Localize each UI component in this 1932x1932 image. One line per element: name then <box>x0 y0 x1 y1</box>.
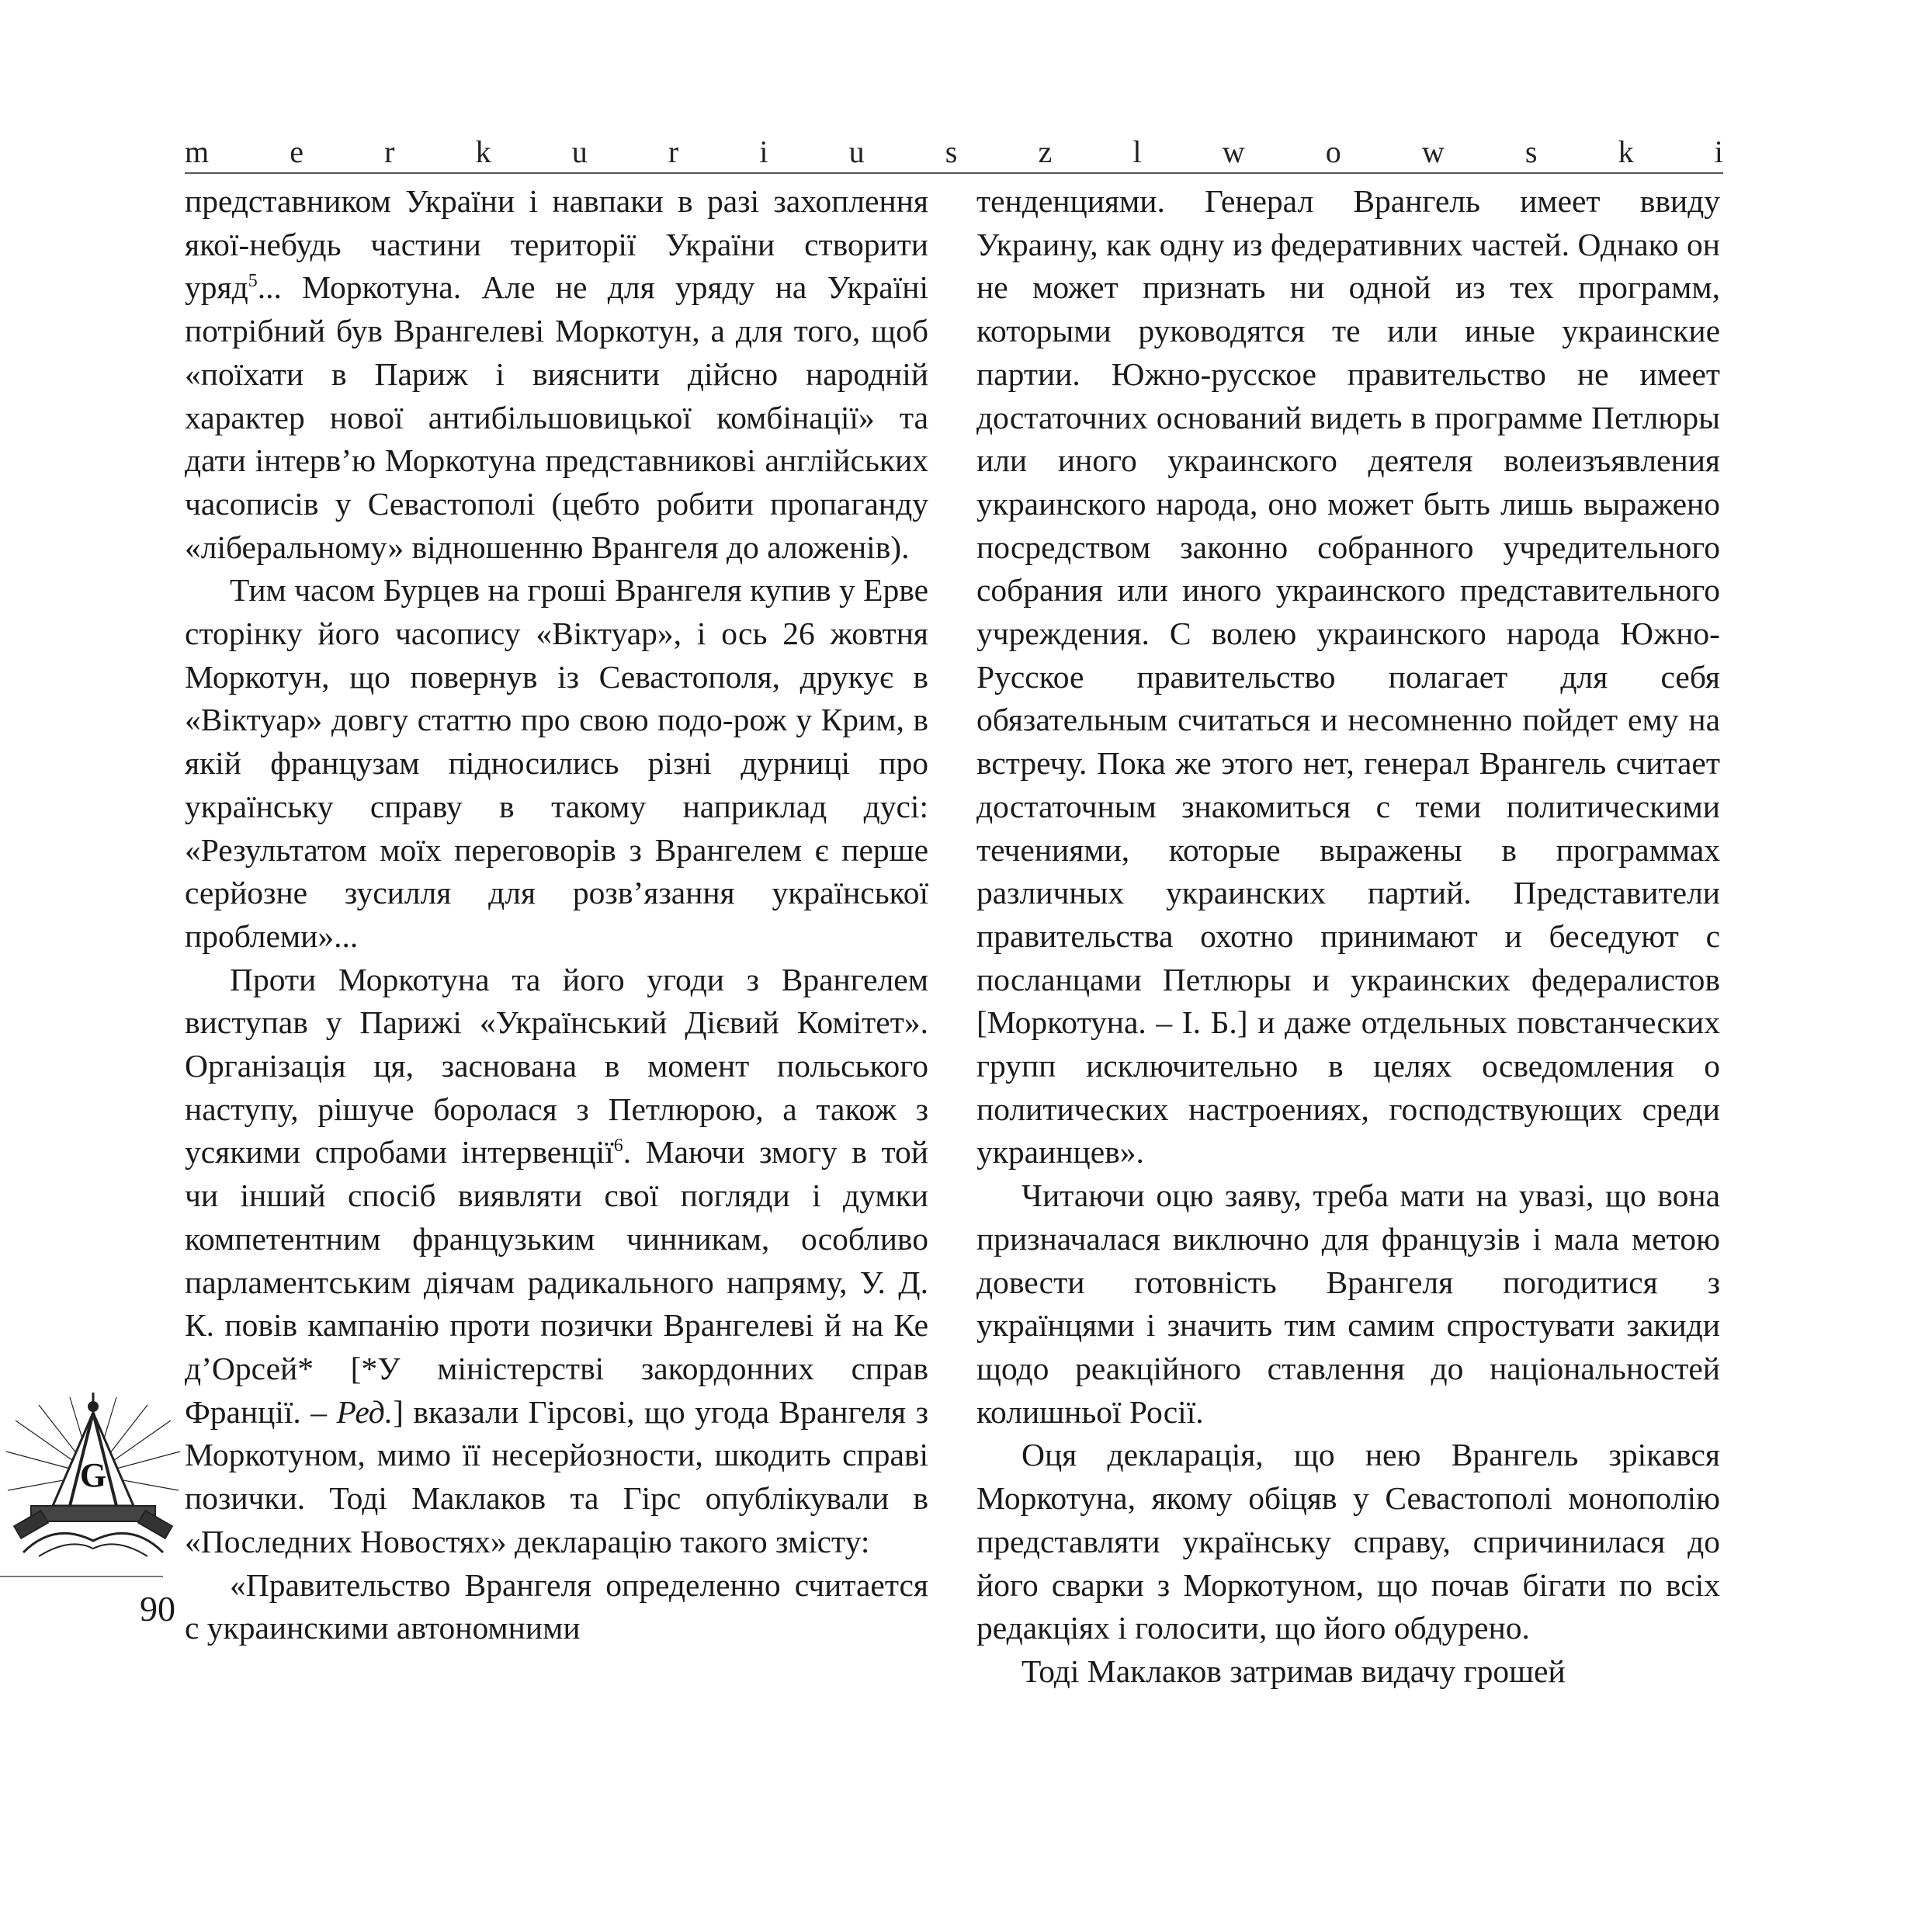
header-letter: i <box>759 134 768 169</box>
header-rule <box>185 172 1723 174</box>
running-head <box>185 134 1723 170</box>
paragraph: тенденциями. Генерал Врангель имеет ввиду Украину, как одну из федеративних частей. Однако он не может признать ни одной из тех программ, которыми руководятся те или иные украинские партии. Южно-русское правительство не имеет достаточних оснований видеть в программе Петлюры или иного украинского деятеля волеизъявления украинского народа, оно может быть лишь выражено посредством законно собранного учредительного собрания или иного украинского представительного учреждения. С волею украинского народа Южно-Русское правительство полагает для себя обязательным считаться и несомненно пойдет ему на встречу. Пока же этого нет, генерал Врангель считает достаточным знакомиться с теми политическими течениями, которые выражены в программах различных украинских партий. Представители правительства охотно принимают и беседуют с посланцами Петлюры и украинских федералистов [Моркотуна. – І. Б.] и даже отдельных повстанческих групп исключительно в целях осведомления о политических настроениях, господствующих среди украинцев». <box>976 183 1720 1171</box>
text-run: . Маючи змогу в той чи інший спосіб виявляти свої погляди і думки компетентним французьким чинникам, особливо парламентським діячам радикального напряму, У. Д. К. повів кампанію проти позички Врангелеві й на Ке д’Орсей* [*У міністерстві закордонних справ Франції. – <box>185 1134 929 1430</box>
left-column <box>185 180 928 1650</box>
paragraph <box>185 180 928 569</box>
footer-rule <box>0 1576 163 1577</box>
emblem-letter: G <box>79 1456 107 1494</box>
paragraph: «Правительство Врангеля определенно считается с украинскими автономними <box>185 1566 928 1646</box>
header-letter: e <box>290 134 304 169</box>
right-column <box>976 180 1720 1694</box>
header-letter: o <box>1325 134 1341 169</box>
text-run: Проти Моркотуна та його угоди з Врангелем виступав у Парижі «Український Дієвий Комітет». Організація ця, заснована в момент польського наступу, рішуче боролася з Петлюрою, а також з усякими спробами інтервенції <box>185 961 928 1171</box>
footnote-ref[interactable]: 6 <box>613 1136 623 1157</box>
header-letter: i <box>1714 134 1723 169</box>
header-letter: k <box>475 134 491 169</box>
text-run: ] вказали Гірсові, що угода Врангеля з Моркотуном, мимо її несерйозности, шкодить справі позички. Тоді Маклаков та Гірс опублікували в «Последних Новостях» декларацію такого змісту: <box>185 1393 928 1559</box>
text-run: ... Моркотуна. Але не для уряду на Україні потрібний був Врангелеві Моркотун, а для того, щоб «поїхати в Париж і вияснити дійсно народній характер нової антибільшовицької комбінації» та дати інтерв’ю Моркотуна представникові англійських часописів у Севастополі (цебто робити пропаганду «ліберальному» відношенню Врангеля до аложенів). <box>185 269 928 565</box>
header-letter: w <box>1222 134 1245 169</box>
header-letter: r <box>668 134 679 169</box>
editor-note: Ред. <box>336 1393 394 1430</box>
footnote-ref[interactable]: 5 <box>248 271 258 292</box>
header-letter: k <box>1618 134 1634 169</box>
header-letter: u <box>571 134 588 169</box>
header-letter: l <box>1132 134 1142 169</box>
page-number: 90 <box>140 1589 175 1628</box>
header-letter: s <box>1524 134 1538 169</box>
paragraph <box>185 959 928 1564</box>
paragraph: Тоді Маклаков затримав видачу грошей <box>1021 1653 1566 1689</box>
header-letter: r <box>384 134 395 169</box>
text-run: представником України і навпаки в разі захоплення якої-небудь частини території України створити уряд <box>185 183 928 306</box>
header-letter: z <box>1038 134 1053 169</box>
header-letter: m <box>185 134 210 169</box>
header-letter: u <box>848 134 865 169</box>
header-letter: w <box>1421 134 1445 169</box>
masonic-emblem-icon <box>0 1389 186 1576</box>
paragraph: Оця декларація, що нею Врангель зрікався Моркотуна, якому обіцяв у Севастополі монополію представляти українську справу, спричинилася до його сварки з Моркотуном, що почав бігати по всіх редакціях і голосити, що його обдурено. <box>976 1437 1720 1646</box>
paragraph: Читаючи оцю заяву, треба мати на увазі, що вона призначалася виключно для французів і мала метою довести готовність Врангеля погодитися з українцями і значить тим самим спростувати закиди щодо реакційного ставлення до національностей колишньої Росії. <box>976 1178 1720 1430</box>
paragraph: Тим часом Бурцев на гроші Врангеля купив у Ерве сторінку його часопису «Віктуар», і ось 26 жовтня Моркотун, що повернув із Севастополя, друкує в «Віктуар» довгу статтю про свою подо-рож у Крим, в якій французам підносились різні дурниці про українську справу в такому наприклад дусі: «Результатом моїх переговорів з Врангелем є перше серйозне зусилля для розв’язання української проблеми»... <box>185 572 928 954</box>
header-letter: s <box>945 134 958 169</box>
